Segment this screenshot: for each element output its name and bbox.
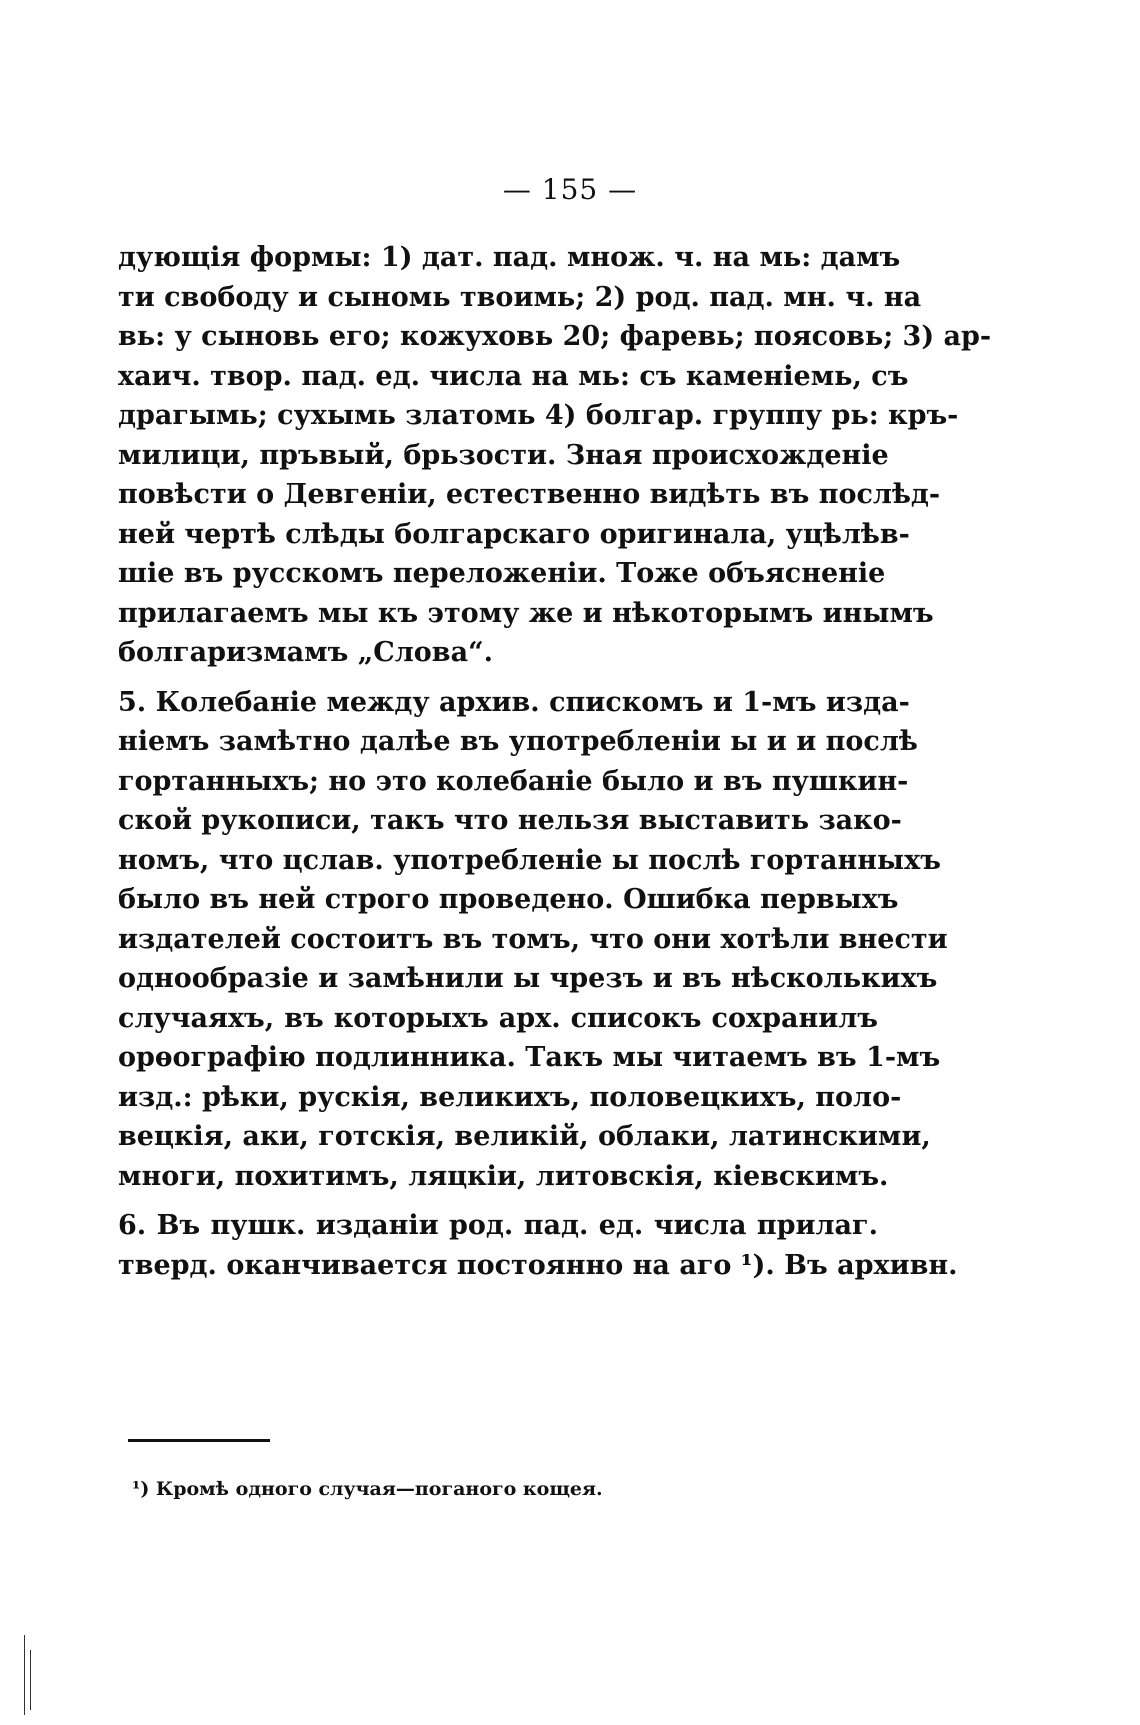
text-line: случаяхъ, въ которыхъ арх. списокъ сохранилъ <box>118 1002 878 1034</box>
text-line: издателей состоитъ въ томъ, что они хотѣли внести <box>118 923 948 955</box>
text-line: болгаризмамъ „Слова“. <box>118 637 493 668</box>
scan-margin-mark <box>30 1650 31 1710</box>
text-line: тверд. оканчивается постоянно на аго ¹). Въ архивн. <box>118 1249 958 1281</box>
paragraph-gap <box>118 1196 878 1206</box>
body-text <box>118 238 992 1285</box>
text-line: многи, похитимъ, ляцкіи, литовскія, кіевскимъ. <box>118 1160 889 1192</box>
text-line: 5. Колебаніе между архив. спискомъ и 1-мъ изда- <box>118 686 910 718</box>
scan-margin-mark <box>24 1635 25 1715</box>
paragraph-gap <box>118 673 878 683</box>
text-line: однообразіе и замѣнили ы чрезъ и въ нѣсколькихъ <box>118 963 938 994</box>
text-line: шіе въ русскомъ переложеніи. Тоже объясненіе <box>118 558 886 589</box>
text-line: номъ, что цслав. употребленіе ы послѣ гортанныхъ <box>118 844 941 876</box>
text-line: ти свободу и сыномь твоимь; 2) род. пад. мн. ч. на <box>118 281 922 313</box>
footnote: ¹) Кромѣ одного случая—поганого кощея. <box>132 1478 603 1500</box>
text-line: прилагаемъ мы къ этому же и нѣкоторымъ инымъ <box>118 597 934 629</box>
text-line: драгымь; сухымь златомь 4) болгар. группу рь: кръ- <box>118 400 959 431</box>
text-line: орѳографію подлинника. Такъ мы читаемъ въ 1-мъ <box>118 1042 941 1073</box>
text-line: было въ ней строго проведено. Ошибка первыхъ <box>118 884 899 915</box>
page-number: — 155 — <box>502 173 638 206</box>
text-line: дующія формы: 1) дат. пад. множ. ч. на мь: дамъ <box>118 242 901 273</box>
text-line: ней чертѣ слѣды болгарскаго оригинала, уцѣлѣв- <box>118 518 910 550</box>
text-line: гортанныхъ; но это колебаніе было и въ пушкин- <box>118 765 909 797</box>
footnote-divider <box>128 1439 270 1442</box>
text-line: вецкія, аки, готскія, великій, облаки, латинскими, <box>118 1121 931 1152</box>
text-line: изд.: рѣки, рускія, великихъ, половецкихъ, поло- <box>118 1081 902 1113</box>
text-line: ніемъ замѣтно далѣе въ употребленіи ы и и послѣ <box>118 726 918 757</box>
text-line: милици, пръвый, брьзости. Зная происхожденіе <box>118 439 889 471</box>
text-line: хаич. твор. пад. ед. числа на мь: съ каменіемь, съ <box>118 360 909 392</box>
text-line: 6. Въ пушк. изданіи род. пад. ед. числа прилаг. <box>118 1210 878 1241</box>
text-line: ской рукописи, такъ что нельзя выставить зако- <box>118 805 902 836</box>
text-line: повѣсти о Девгеніи, естественно видѣть въ послѣд- <box>118 479 941 510</box>
text-line: вь: у сыновь его; кожуховь 20; фаревь; поясовь; 3) ар- <box>118 321 992 352</box>
